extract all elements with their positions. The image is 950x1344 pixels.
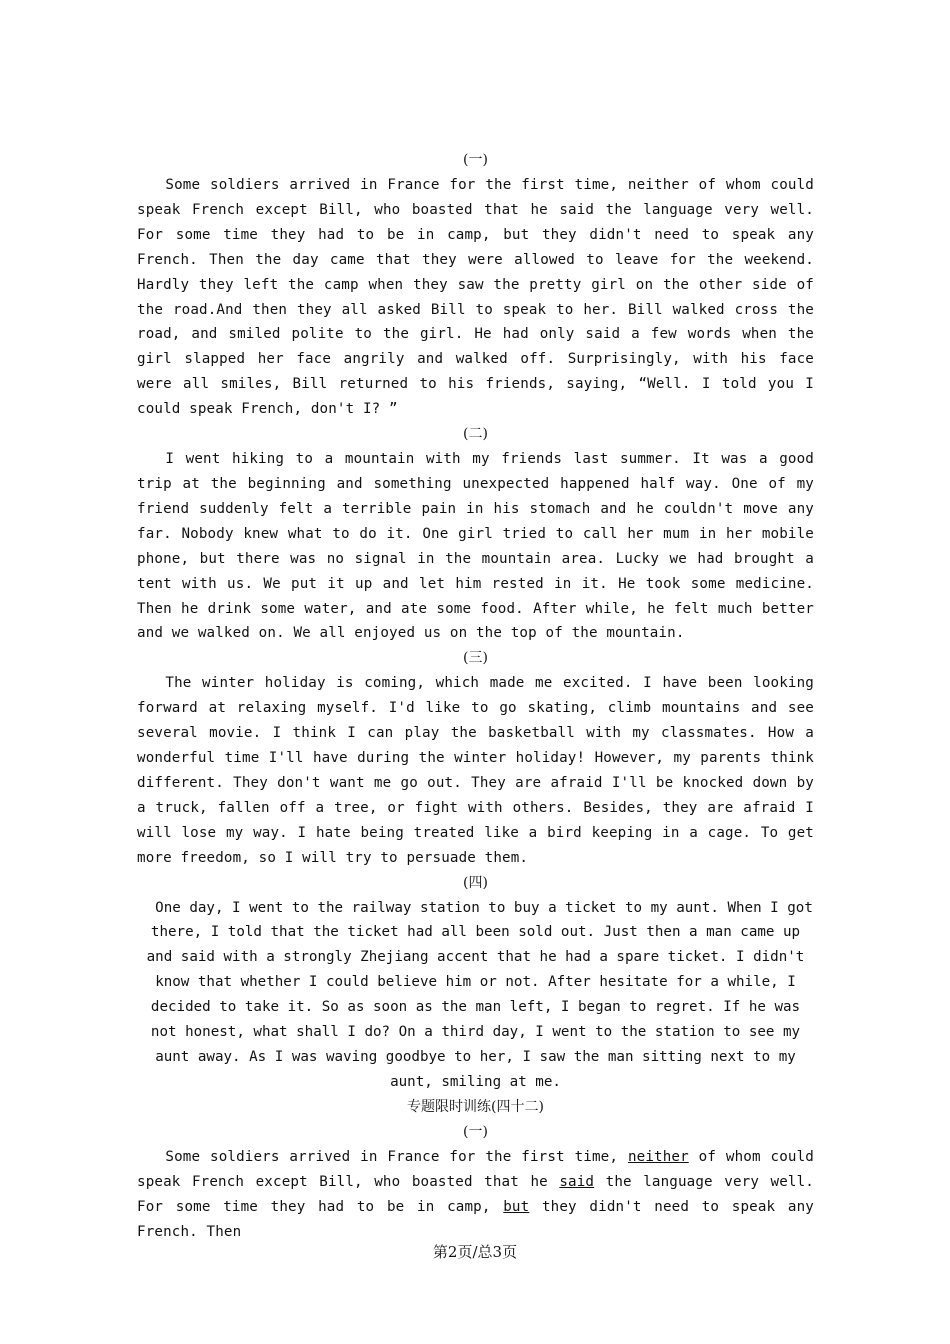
- training-section-heading: (一): [463, 1123, 488, 1140]
- page-footer: 第2页/总3页: [432, 1243, 518, 1261]
- section-2-heading: (二): [463, 426, 488, 443]
- section-4-heading: (四): [463, 874, 488, 891]
- underlined-word: but: [503, 1198, 530, 1215]
- section-2-paragraph: I went hiking to a mountain with my friends last summer. It was a good trip at the beginning and something unexpected happened half way. One of my friend suddenly felt a terrible pain in his stomach and he couldn't move any far. Nobody knew what to do it. One girl tried to call her mum in her mobile phone, but there was no signal in the mountain area. Lucky we had brought a tent with us. We put it up and let him rested in it. He took some medicine. Then he drink some water, and ate some food. After while, he felt much better and we walked on. We all enjoyed us on the top of the mountain.: [137, 451, 814, 642]
- underlined-word: neither: [627, 1148, 689, 1165]
- training-title: 专题限时训练(四十二): [407, 1098, 544, 1115]
- training-paragraph: [137, 1145, 814, 1245]
- text-run: of whom could speak French except Bill, who boasted that he: [137, 1148, 814, 1190]
- section-3-heading: (三): [463, 650, 488, 667]
- text-run: Some soldiers arrived in France for the first time,: [165, 1148, 628, 1165]
- text-run: they didn't need to speak any French. Then: [137, 1198, 815, 1240]
- section-1-heading: (一): [463, 152, 488, 168]
- underlined-word: said: [559, 1173, 595, 1190]
- section-4-paragraph: One day, I went to the railway station to buy a ticket to my aunt. When I got there, I told that the ticket had all been sold out. Just then a man came up and said with a strongly Zhejiang accent that he had a spare ticket. I didn't know that whether I could believe him or not. After hesitate for a while, I decided to take it. So as soon as the man left, I began to regret. If he was not honest, what shall I do? On a third day, I went to the station to see my aunt away. As I was waving goodbye to her, I saw the man sitting next to my aunt, smiling at me.: [146, 899, 813, 1090]
- section-3-paragraph: The winter holiday is coming, which made me excited. I have been looking forward at relaxing myself. I'd like to go skating, climb mountains and see several movie. I think I can play the basketball with my classmates. How a wonderful time I'll have during the winter holiday! However, my parents think different. They don't want me go out. They are afraid I'll be knocked down by a truck, fallen off a tree, or fight with others. Besides, they are afraid I will lose my way. I hate being treated like a bird keeping in a cage. To get more freedom, so I will try to persuade them.: [137, 675, 814, 866]
- document-content: [137, 148, 814, 1244]
- section-1-paragraph: Some soldiers arrived in France for the first time, neither of whom could speak French except Bill, who boasted that he said the language very well. For some time they had to be in camp, but they didn't need to speak any French. Then the day came that they were allowed to leave for the weekend. Hardly they left the camp when they saw the pretty girl on the other side of the road.And then they all asked Bill to speak to her. Bill walked cross the road, and smiled polite to the girl. He had only said a few words when the girl slapped her face angrily and walked off. Surprisingly, with his face were all smiles, Bill returned to his friends, saying, “Well. I told you I could speak French, don't I? ”: [137, 177, 814, 418]
- text-run: the language very well. For some time they had to be in camp,: [137, 1173, 814, 1215]
